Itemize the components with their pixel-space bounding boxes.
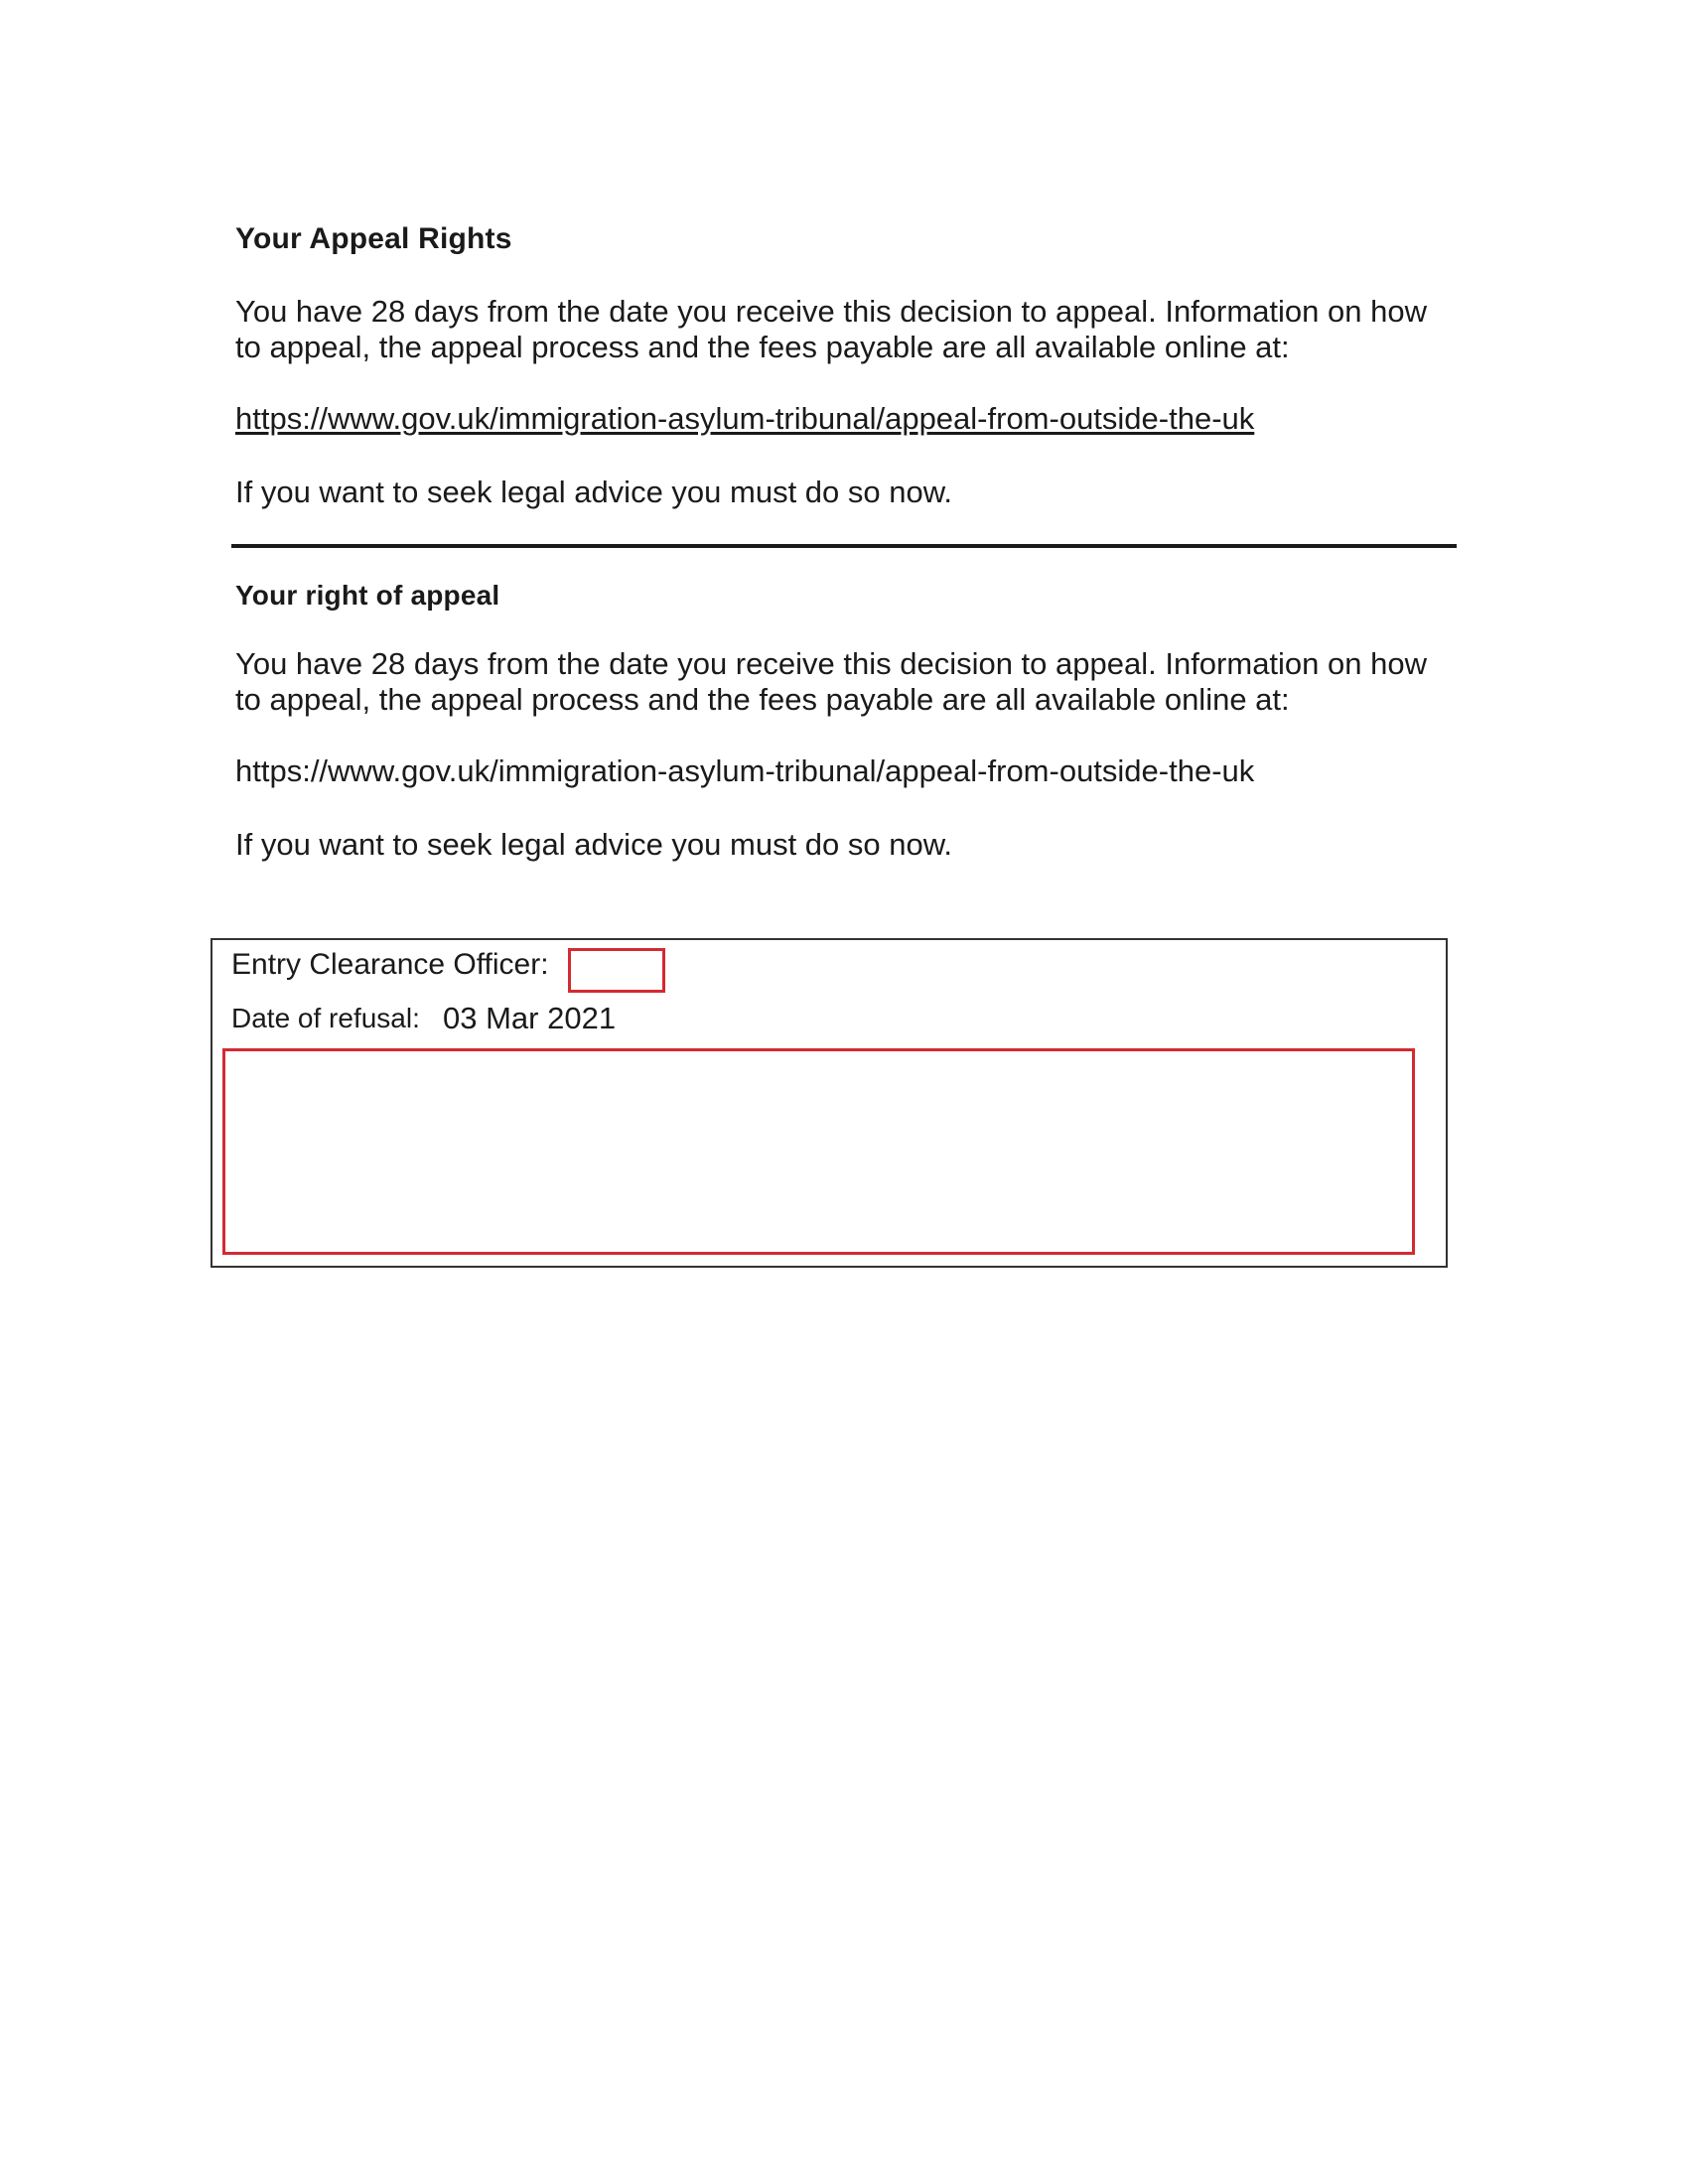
legal-advice-text: If you want to seek legal advice you must do so now. [235, 475, 953, 509]
redacted-signature-area [222, 1048, 1415, 1255]
paragraph-line: to appeal, the appeal process and the fees payable are all available online at: [235, 330, 1290, 364]
section-divider [231, 544, 1457, 548]
redacted-officer-name [568, 948, 665, 993]
date-of-refusal-label: Date of refusal: [231, 1003, 420, 1033]
appeal-url-text[interactable]: https://www.gov.uk/immigration-asylum-tribunal/appeal-from-outside-the-uk [235, 753, 1255, 788]
paragraph-line: You have 28 days from the date you receive this decision to appeal. Information on how [235, 646, 1427, 681]
date-of-refusal-value: 03 Mar 2021 [443, 1001, 617, 1035]
appeal-rights-paragraph [235, 294, 1506, 365]
section-title-appeal-rights: Your Appeal Rights [235, 222, 512, 255]
legal-advice-text: If you want to seek legal advice you must do so now. [235, 827, 953, 862]
right-of-appeal-paragraph [235, 646, 1506, 718]
appeal-url-line [235, 401, 1254, 437]
section-title-right-of-appeal: Your right of appeal [235, 580, 500, 611]
appeal-url-link[interactable]: https://www.gov.uk/immigration-asylum-tribunal/appeal-from-outside-the-uk [235, 401, 1255, 436]
paragraph-line: to appeal, the appeal process and the fees payable are all available online at: [235, 682, 1290, 717]
entry-clearance-officer-label: Entry Clearance Officer: [231, 948, 549, 981]
appeal-url-line [235, 753, 1254, 789]
paragraph-line: You have 28 days from the date you receive this decision to appeal. Information on how [235, 294, 1427, 329]
